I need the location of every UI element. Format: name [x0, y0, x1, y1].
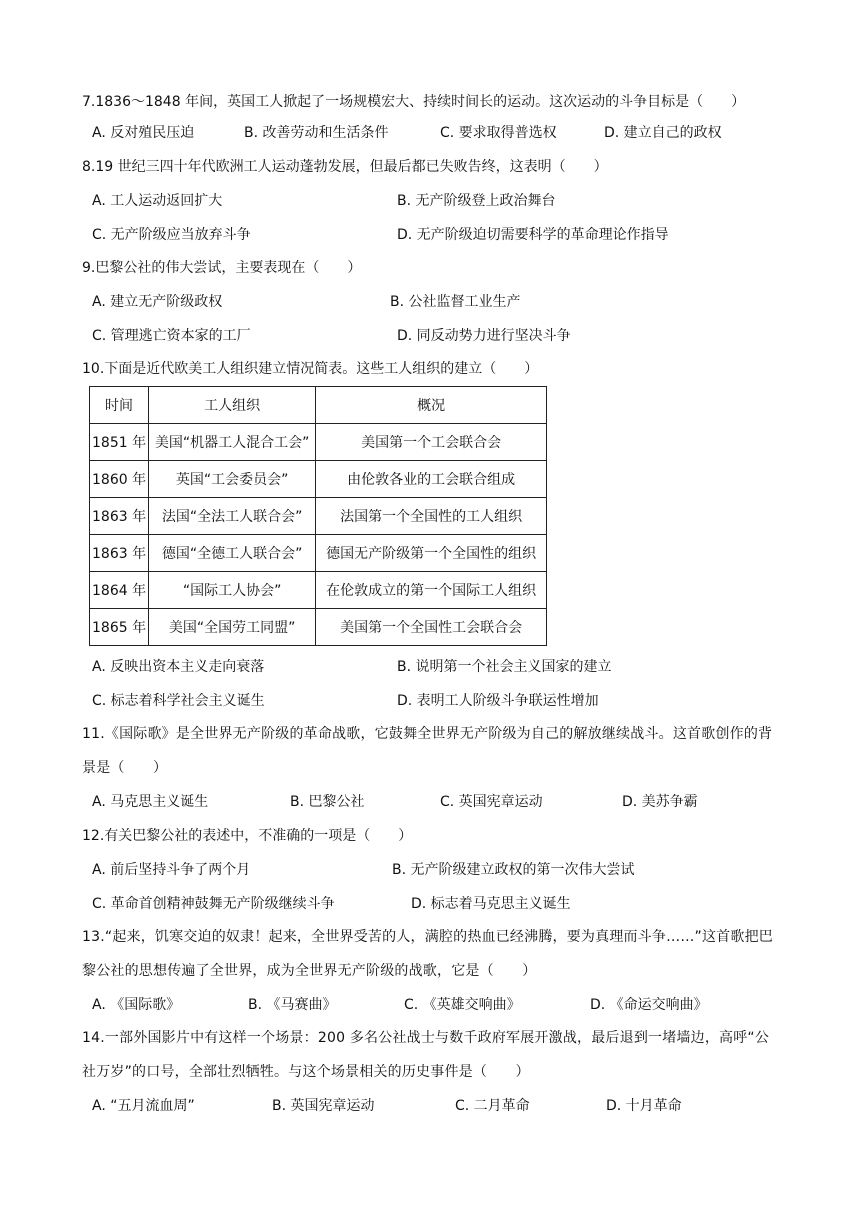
table-cell: 法国“全法工人联合会” — [149, 498, 316, 535]
table-cell: 美国第一个工会联合会 — [316, 424, 547, 461]
question-7-option-b[interactable]: B. 改善劳动和生活条件 — [244, 125, 389, 141]
table-cell: 德国“全德工人联合会” — [149, 535, 316, 572]
table-row — [90, 535, 547, 572]
question-8-option-d[interactable]: D. 无产阶级迫切需要科学的革命理论作指导 — [397, 227, 669, 243]
question-11-option-b[interactable]: B. 巴黎公社 — [290, 794, 365, 810]
table-row — [90, 572, 547, 609]
table-cell: 1865 年 — [90, 609, 149, 646]
question-12-stem: 12.有关巴黎公社的表述中，不准确的一项是（ ） — [82, 828, 413, 844]
question-11-stem: 11.《国际歌》是全世界无产阶级的革命战歌，它鼓舞全世界无产阶级为自己的解放继续战斗。这首歌创作的背景是（ ） — [82, 726, 773, 776]
question-14-option-d[interactable]: D. 十月革命 — [606, 1098, 682, 1114]
question-12-option-c[interactable]: C. 革命首创精神鼓舞无产阶级继续斗争 — [92, 896, 335, 912]
question-13-option-b[interactable]: B. 《马赛曲》 — [248, 997, 337, 1013]
question-8-stem: 8.19 世纪三四十年代欧洲工人运动蓬勃发展，但最后都已失败告终，这表明（ ） — [82, 159, 608, 175]
table-cell: 德国无产阶级第一个全国性的组织 — [316, 535, 547, 572]
question-8-option-b[interactable]: B. 无产阶级登上政治舞台 — [397, 193, 556, 209]
question-8-option-a[interactable]: A. 工人运动返回扩大 — [92, 193, 223, 209]
table-cell: 1864 年 — [90, 572, 149, 609]
workers-organizations-table — [89, 386, 547, 646]
table-cell: 1860 年 — [90, 461, 149, 498]
table-cell: 英国“工会委员会” — [149, 461, 316, 498]
question-10-stem: 10.下面是近代欧美工人组织建立情况简表。这些工人组织的建立（ ） — [82, 361, 539, 377]
question-11-option-d[interactable]: D. 美苏争霸 — [622, 794, 698, 810]
table-row — [90, 609, 547, 646]
question-12-option-d[interactable]: D. 标志着马克思主义诞生 — [411, 896, 571, 912]
table-cell: 1851 年 — [90, 424, 149, 461]
table-header-cell: 工人组织 — [149, 387, 316, 424]
table-cell: 法国第一个全国性的工人组织 — [316, 498, 547, 535]
question-7-option-a[interactable]: A. 反对殖民压迫 — [92, 125, 195, 141]
question-9-option-d[interactable]: D. 同反动势力进行坚决斗争 — [397, 328, 571, 344]
question-9-option-c[interactable]: C. 管理逃亡资本家的工厂 — [92, 328, 251, 344]
table-cell: 在伦敦成立的第一个国际工人组织 — [316, 572, 547, 609]
question-13-option-c[interactable]: C. 《英雄交响曲》 — [404, 997, 521, 1013]
question-11-option-c[interactable]: C. 英国宪章运动 — [440, 794, 543, 810]
table-cell: “国际工人协会” — [149, 572, 316, 609]
question-7-option-c[interactable]: C. 要求取得普选权 — [440, 125, 557, 141]
table-cell: 1863 年 — [90, 535, 149, 572]
table-header-cell: 概况 — [316, 387, 547, 424]
question-14-option-a[interactable]: A. “五月流血周” — [92, 1098, 195, 1114]
table-cell: 美国第一个全国性工会联合会 — [316, 609, 547, 646]
question-7-stem: 7.1836～1848 年间，英国工人掀起了一场规模宏大、持续时间长的运动。这次运动的斗争目标是（ ） — [82, 94, 746, 110]
question-8-option-c[interactable]: C. 无产阶级应当放弃斗争 — [92, 227, 251, 243]
question-14-stem: 14.一部外国影片中有这样一个场景：200 多名公社战士与数千政府军展开激战，最后退到一堵墙边，高呼“公社万岁”的口号，全部壮烈牺牲。与这个场景相关的历史事件是（ ） — [82, 1030, 770, 1080]
question-14-option-b[interactable]: B. 英国宪章运动 — [272, 1098, 375, 1114]
question-10-option-a[interactable]: A. 反映出资本主义走向衰落 — [92, 659, 265, 675]
question-9-option-b[interactable]: B. 公社监督工业生产 — [390, 294, 521, 310]
question-10-option-b[interactable]: B. 说明第一个社会主义国家的建立 — [397, 659, 612, 675]
table-cell: 由伦敦各业的工会联合组成 — [316, 461, 547, 498]
table-header-row — [90, 387, 547, 424]
question-11-option-a[interactable]: A. 马克思主义诞生 — [92, 794, 209, 810]
question-13-option-d[interactable]: D. 《命运交响曲》 — [590, 997, 708, 1013]
question-10-option-c[interactable]: C. 标志着科学社会主义诞生 — [92, 693, 265, 709]
table-row — [90, 461, 547, 498]
question-14-option-c[interactable]: C. 二月革命 — [455, 1098, 530, 1114]
table-header-cell: 时间 — [90, 387, 149, 424]
table-row — [90, 498, 547, 535]
table-cell: 1863 年 — [90, 498, 149, 535]
question-13-stem: 13.“起来，饥寒交迫的奴隶！起来，全世界受苦的人，满腔的热血已经沸腾，要为真理而斗争……”这首歌把巴黎公社的思想传遍了全世界，成为全世界无产阶级的战歌，它是（ ） — [82, 929, 773, 979]
question-9-stem: 9.巴黎公社的伟大尝试，主要表现在（ ） — [82, 260, 362, 276]
question-10-option-d[interactable]: D. 表明工人阶级斗争联运性增加 — [397, 693, 599, 709]
table-row — [90, 424, 547, 461]
question-12-option-a[interactable]: A. 前后坚持斗争了两个月 — [92, 862, 251, 878]
question-13-option-a[interactable]: A. 《国际歌》 — [92, 997, 181, 1013]
question-7-option-d[interactable]: D. 建立自己的政权 — [604, 125, 722, 141]
table-cell: 美国“全国劳工同盟” — [149, 609, 316, 646]
question-9-option-a[interactable]: A. 建立无产阶级政权 — [92, 294, 223, 310]
table-cell: 美国“机器工人混合工会” — [149, 424, 316, 461]
question-12-option-b[interactable]: B. 无产阶级建立政权的第一次伟大尝试 — [392, 862, 635, 878]
